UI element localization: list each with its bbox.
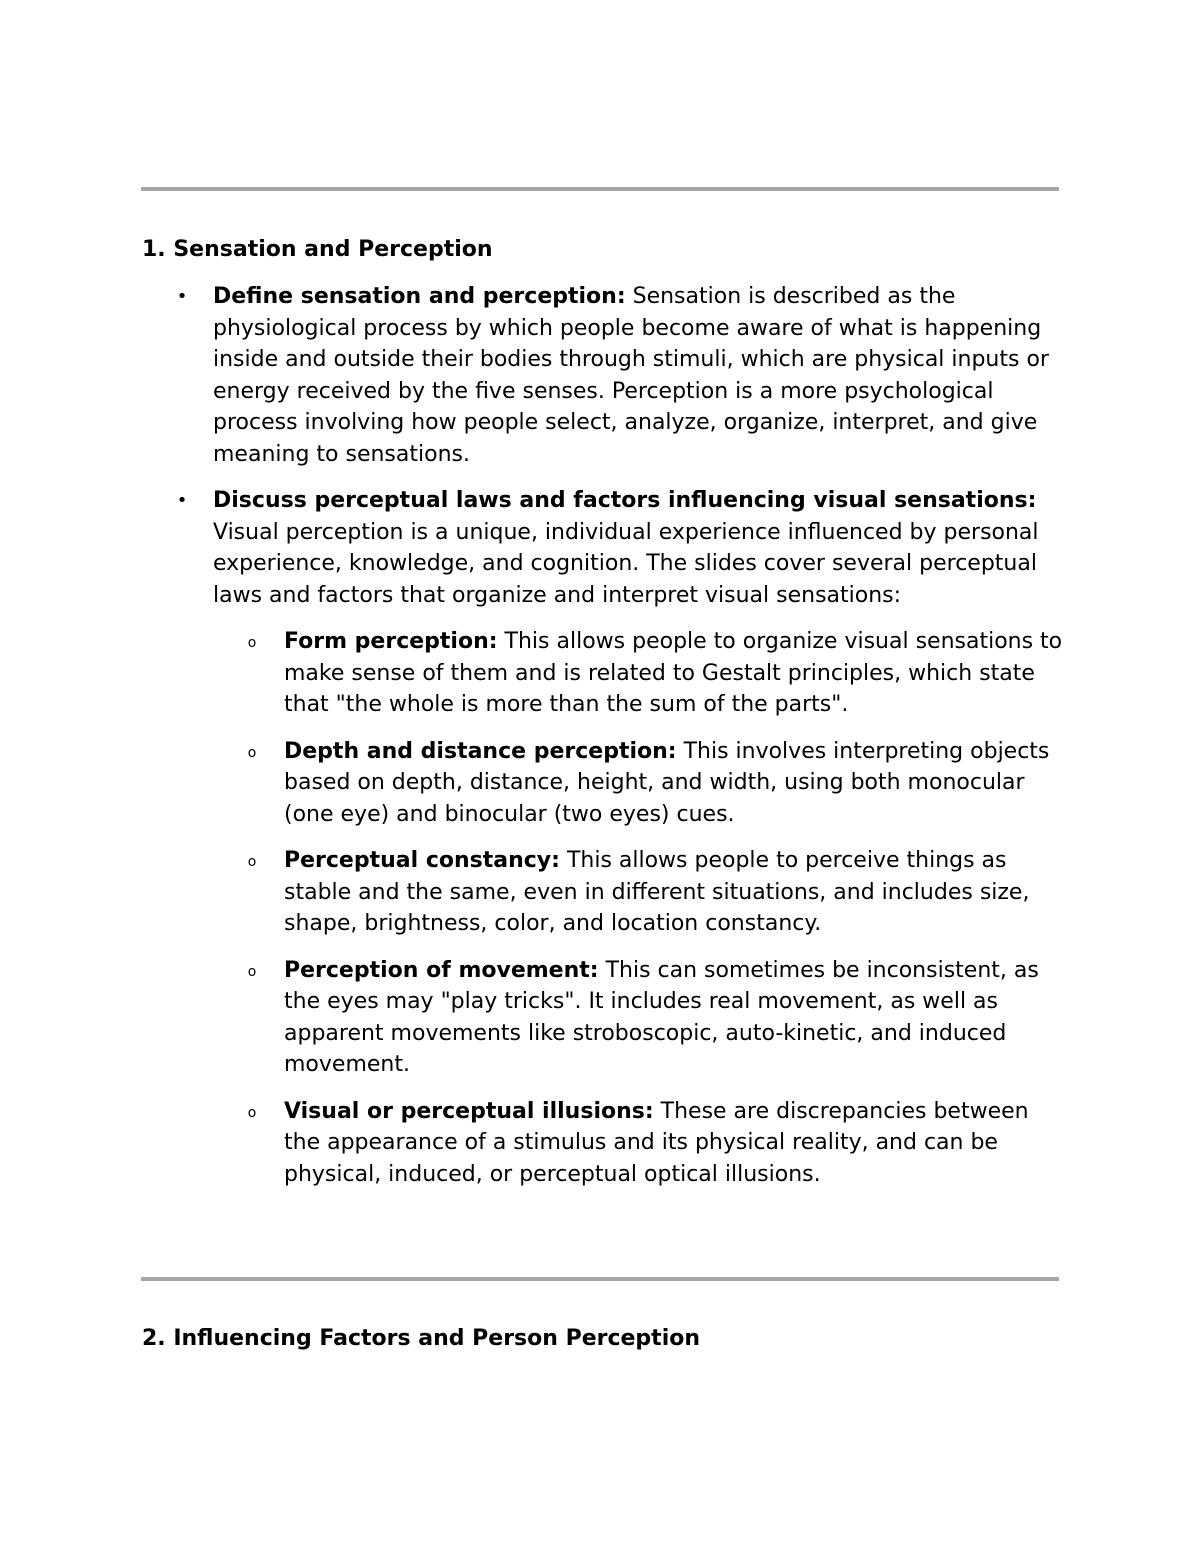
sub-bullet-marker: o: [247, 963, 257, 980]
sub-item-term: Perception of movement:: [284, 957, 599, 983]
bullet-item-perceptual-laws: [176, 485, 1063, 1190]
sub-item-text: This allows people to perceive things as stable and the same, even in different situations, and includes size, shape, brightness, color, and location constancy.: [284, 848, 1030, 936]
sub-bullet-marker: o: [247, 1104, 257, 1121]
sub-item-text: This involves interpreting objects based on depth, distance, height, and width, using both monocular (one eye) and binocular (two eyes) cues.: [284, 738, 1050, 827]
sub-item-form-perception: [247, 626, 1063, 721]
bullet-item-define-sensation: [176, 281, 1063, 470]
perceptual-laws-sub-list: [247, 626, 1063, 1190]
sub-item-text: These are discrepancies between the appearance of a stimulus and its physical reality, and can be physical, induced, or perceptual optical illusions.: [284, 1098, 1029, 1187]
bullet-text: Sensation is described as the physiological process by which people become aware of what is happening inside and outside their bodies through stimuli, which are physical inputs or energy received by the five senses. Perception is a more psychological process involving how people select, analyze, organize, interpret, and give meaning to sensations.: [213, 284, 1049, 467]
bullet-marker: •: [176, 286, 188, 307]
sub-bullet-marker: o: [247, 635, 257, 651]
bullet-marker: •: [176, 490, 188, 511]
section-1-bullet-list: [176, 281, 1063, 1205]
sub-item-text: This allows people to organize visual sensations to make sense of them and is related to Gestalt principles, which state that "the whole is more than the sum of the parts".: [284, 629, 1063, 717]
horizontal-rule: [141, 187, 1059, 191]
bullet-term: Define sensation and perception:: [213, 284, 626, 309]
sub-item-term: Depth and distance perception:: [284, 738, 677, 764]
sub-item-perceptual-constancy: [247, 845, 1063, 940]
sub-item-text: This can sometimes be inconsistent, as the eyes may "play tricks". It includes real movement, as well as apparent movements like stroboscopic, auto-kinetic, and induced movement.: [284, 957, 1039, 1077]
horizontal-rule: [141, 1277, 1059, 1281]
sub-bullet-marker: o: [247, 854, 257, 870]
sub-item-term: Form perception:: [284, 629, 498, 654]
sub-bullet-marker: o: [247, 744, 257, 761]
sub-item-term: Visual or perceptual illusions:: [284, 1098, 654, 1124]
bullet-text: Visual perception is a unique, individual experience influenced by personal experience, knowledge, and cognition. The slides cover several perceptual laws and factors that organize and interpret visual sensations:: [213, 519, 1039, 608]
section-heading-sensation-perception: 1. Sensation and Perception: [142, 237, 493, 262]
section-heading-influencing-factors: 2. Influencing Factors and Person Perception: [142, 1326, 701, 1351]
sub-item-movement: [247, 955, 1063, 1081]
sub-item-depth-distance: [247, 736, 1063, 831]
sub-item-illusions: [247, 1096, 1063, 1191]
sub-item-term: Perceptual constancy:: [284, 848, 560, 873]
bullet-term: Discuss perceptual laws and factors influencing visual sensations:: [213, 488, 1037, 513]
